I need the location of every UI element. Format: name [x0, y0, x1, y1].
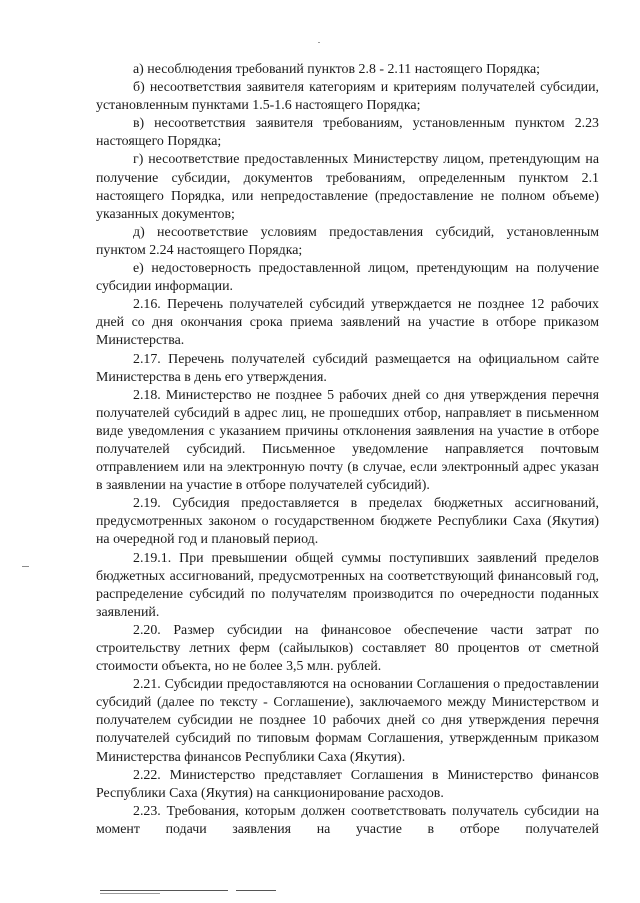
- clause-2-21: 2.21. Субсидии предоставляются на основании Соглашения о предоставлении субсидий (далее по тексту - Соглашение), заключаемого между Министерством и получателем субсидии не позднее 10 рабочих дней со дня утверждения перечня получателей субсидий по типовым формам Соглашения, утвержденным приказом Министерства финансов Республики Саха (Якутия).: [96, 677, 599, 765]
- clause-2-22: 2.22. Министерство представляет Соглашения в Министерство финансов Республики Саха (Якутия) на санкционирование расходов.: [96, 767, 599, 801]
- scan-artifact-top: [318, 42, 320, 43]
- item-g: г) несоответствие предоставленных Министерству лицом, претендующим на получение субсидии, документов требованиям, определенным пунктом 2.1 настоящего Порядка, или непредоставление (предоставление не полном объеме) указанных документов;: [96, 152, 599, 222]
- item-b: б) несоответствия заявителя категориям и критериям получателей субсидии, установленным пунктами 1.5-1.6 настоящего Порядка;: [96, 80, 599, 114]
- item-a: а) несоблюдения требований пунктов 2.8 - 2.11 настоящего Порядка;: [133, 62, 541, 77]
- document-body: [96, 61, 599, 839]
- clause-2-16: 2.16. Перечень получателей субсидий утверждается не позднее 12 рабочих дней со дня окончания срока приема заявлений на участие в отборе приказом Министерства.: [96, 297, 599, 349]
- scan-artifact-margin: [22, 566, 29, 567]
- clause-2-20: 2.20. Размер субсидии на финансовое обеспечение части затрат по строительству летних ферм (сайылыков) составляет 80 процентов от сметной стоимости объекта, но не более 3,5 млн. рублей.: [96, 622, 599, 675]
- clause-2-18: 2.18. Министерство не позднее 5 рабочих дней со дня утверждения перечня получателей субсидий в адрес лиц, не прошедших отбор, направляет в письменном виде уведомления с указанием причины отклонения заявления на участие в отборе получателей субсидий. Письменное уведомление направляется почтовым отправлением или на электронную почту (в случае, если электронный адрес указан в заявлении на участие в отборе получателей субсидий).: [96, 387, 599, 494]
- item-d: д) несоответствие условиям предоставления субсидий, установленным пунктом 2.24 настоящего Порядка;: [96, 224, 599, 258]
- clause-2-19: 2.19. Субсидия предоставляется в пределах бюджетных ассигнований, предусмотренных законом о государственном бюджете Республики Саха (Якутия) на очередной год и плановый период.: [96, 496, 599, 548]
- item-e: е) недостоверность предоставленной лицом, претендующим на получение субсидии информации.: [96, 261, 599, 295]
- footer-rule: [100, 890, 228, 891]
- clause-2-23: 2.23. Требования, которым должен соответствовать получатель субсидии на момент подачи заявления на участие в отборе получателей: [96, 803, 599, 837]
- footer-rule-faint: [100, 893, 160, 894]
- clause-2-19-1: 2.19.1. При превышении общей суммы поступивших заявлений пределов бюджетных ассигнований, предусмотренных на соответствующий финансовый год, распределение субсидий по получателям производится по очередности поданных заявлений.: [96, 550, 599, 620]
- item-v: в) несоответствия заявителя требованиям, установленным пунктом 2.23 настоящего Порядка;: [96, 116, 599, 150]
- clause-2-17: 2.17. Перечень получателей субсидий размещается на официальном сайте Министерства в день его утверждения.: [96, 351, 599, 385]
- footer-rule-segment: [236, 890, 276, 891]
